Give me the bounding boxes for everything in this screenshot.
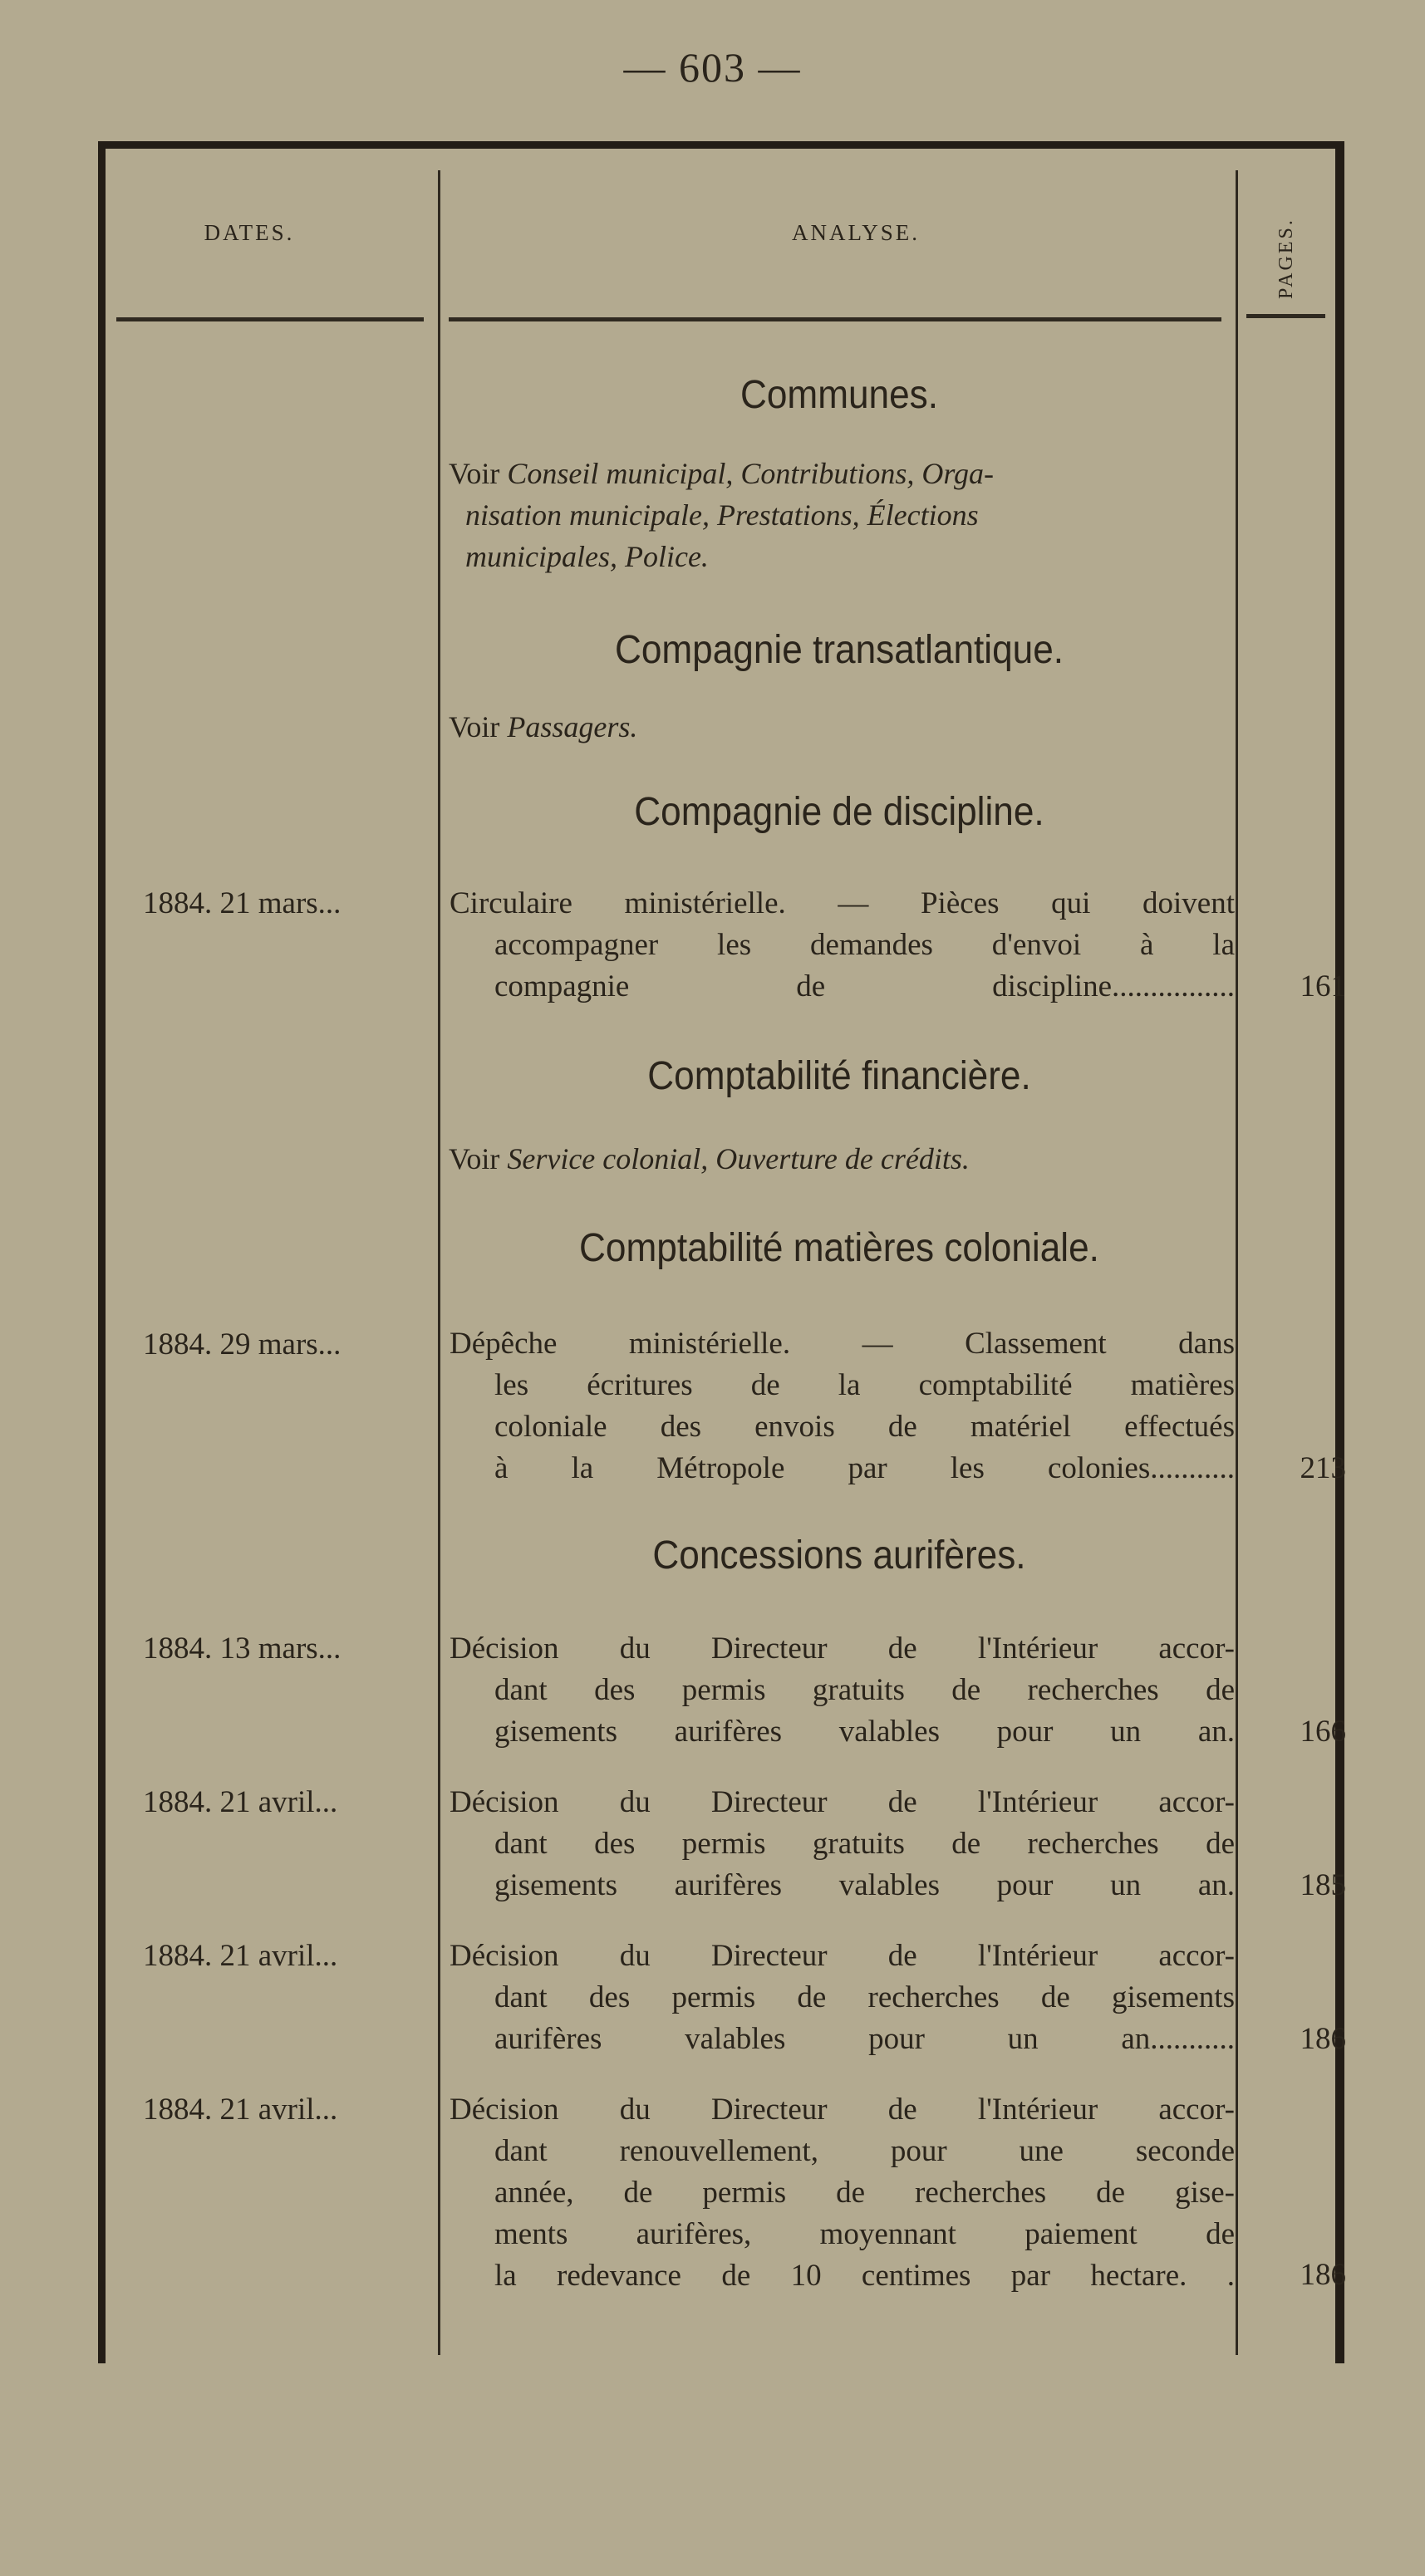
see-also-reference: Conseil municipal, Contributions, Orga- — [507, 457, 995, 490]
section-title: Compagnie transatlantique. — [614, 628, 1064, 672]
see-also-reference: municipales, Police. — [465, 540, 709, 573]
entry-date: 1884. 21 avril... — [143, 2093, 338, 2127]
see-also-reference: Service colonial, Ouverture de crédits. — [507, 1142, 970, 1175]
entry-text: Circulaire ministérielle. — Pièces qui doivent accompagner les demandes d'envoi à la compagnie de discipline................ — [450, 886, 1235, 1003]
see-also-text: Voir Service colonial, Ouverture de crédits. — [449, 1142, 970, 1175]
header-rule-pages — [1246, 314, 1325, 318]
section-title: Concessions aurifères. — [652, 1533, 1026, 1577]
section-title: Compagnie de discipline. — [634, 790, 1044, 834]
page-reference: 186 — [1300, 2258, 1346, 2292]
entry-text: Décision du Directeur de l'Intérieur accor- dant des permis gratuits de recherches de gisements aurifères valables pour un an. — [450, 1631, 1235, 1749]
page-reference: 185 — [1300, 1868, 1346, 1902]
entry-date: 1884. 21 avril... — [143, 1785, 338, 1819]
see-also-text: Voir Conseil municipal, Contributions, Orga- nisation municipale, Prestations, Élections municipales, Police. — [449, 453, 1238, 577]
page-reference: 166 — [1300, 1715, 1346, 1749]
entry-date: 1884. 29 mars... — [143, 1327, 342, 1362]
page-number: — 603 — — [623, 44, 802, 91]
entry-text: Décision du Directeur de l'Intérieur accor- dant des permis gratuits de recherches de gisements aurifères valables pour un an. — [450, 1785, 1235, 1902]
header-dates: DATES. — [204, 220, 295, 245]
table-top-border — [98, 141, 1344, 149]
see-also-reference: Passagers. — [507, 710, 638, 743]
section-title: Comptabilité financière. — [647, 1054, 1031, 1098]
header-analyse: ANALYSE. — [791, 220, 921, 245]
entry-date: 1884. 21 avril... — [143, 1939, 338, 1973]
col-divider-dates — [438, 170, 440, 2355]
entry-text: Décision du Directeur de l'Intérieur accor- dant renouvellement, pour une seconde année, de permis de recherches de gise- ments aurifères, moyennant paiement de la redevance de 10 centimes par hectare. . — [450, 2093, 1235, 2293]
see-also-text: Voir Passagers. — [449, 710, 638, 743]
page-reference: 213 — [1300, 1451, 1346, 1485]
entry-text: Décision du Directeur de l'Intérieur accor- dant des permis de recherches de gisements aurifères valables pour un an........... — [450, 1939, 1235, 2056]
entry-date: 1884. 13 mars... — [143, 1631, 342, 1666]
header-rule-analyse — [449, 317, 1221, 321]
page-reference: 161 — [1300, 969, 1346, 1003]
entry-date: 1884. 21 mars... — [143, 886, 342, 920]
section-title: Communes. — [740, 373, 939, 417]
see-also-reference: nisation municipale, Prestations, Élections — [465, 498, 979, 532]
section-title: Comptabilité matières coloniale. — [579, 1226, 1099, 1270]
header-pages: PAGES. — [1275, 218, 1297, 299]
header-rule-dates — [116, 317, 424, 321]
page-reference: 186 — [1300, 2022, 1346, 2056]
table-left-border — [98, 141, 106, 2363]
entry-text: Dépêche ministérielle. — Classement dans les écritures de la comptabilité matières coloniale des envois de matériel effectués à la Métropole par les colonies........... — [450, 1327, 1235, 1485]
